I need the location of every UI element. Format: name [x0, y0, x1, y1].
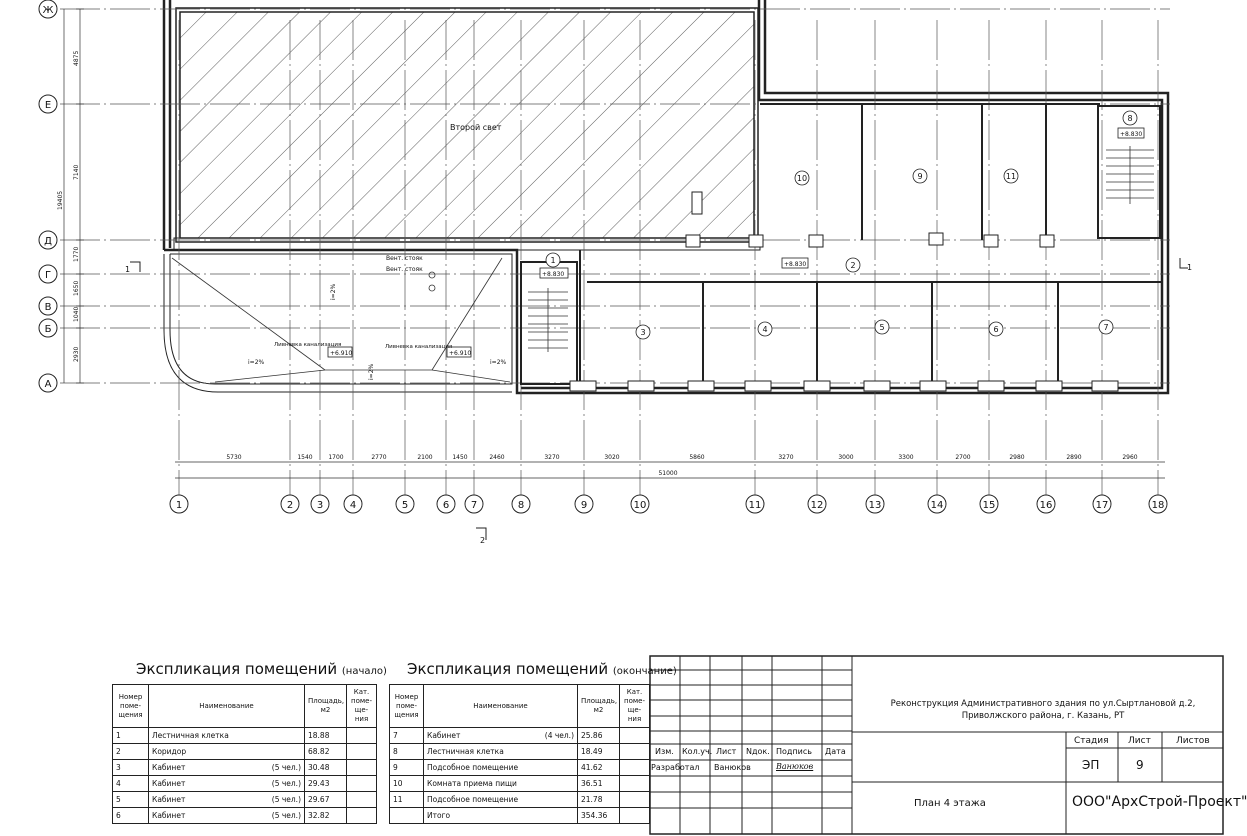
vdim-3: 19405	[57, 190, 64, 210]
table-row	[113, 808, 377, 824]
table-row	[390, 728, 650, 744]
stamp-col-izm: Изм.	[655, 747, 674, 756]
table-header	[113, 685, 377, 728]
table-row	[113, 760, 377, 776]
stamp-col-ndok: Nдок.	[746, 747, 770, 756]
row-num: 6	[113, 808, 149, 824]
hdim-4: 2770	[371, 454, 387, 461]
hdim-10: 5860	[689, 454, 705, 461]
room-num-3: 3	[640, 328, 646, 337]
axis-num-12: 12	[810, 500, 824, 511]
axis-num-16: 16	[1039, 500, 1053, 511]
hdim-total: 51000	[658, 470, 678, 477]
row-area: 21.78	[578, 792, 620, 808]
col-header: Номер поме-щения	[113, 685, 149, 728]
room-num-5: 5	[879, 323, 885, 332]
col-header: Площадь, м2	[305, 685, 347, 728]
room-num-4: 4	[762, 325, 768, 334]
row-name: Комната приема пищи	[424, 776, 578, 792]
row-name: Кабинет (4 чел.)	[424, 728, 578, 744]
expl-left-subtitle: (начало)	[341, 666, 387, 677]
axis-letter-g: Г	[44, 270, 52, 281]
hdim-13: 3300	[898, 454, 914, 461]
axis-num-11: 11	[748, 500, 762, 511]
row-area: 41.62	[578, 760, 620, 776]
hdim-7: 2460	[489, 454, 505, 461]
axis-num-8: 8	[517, 500, 525, 511]
row-area: 18.49	[578, 744, 620, 760]
stamp-project-line1: Реконструкция Административного здания по ул.Сыртлановой д.2,	[890, 699, 1196, 709]
vent-label-2: Вент. стояк	[386, 266, 423, 273]
row-num	[390, 808, 424, 824]
stair-1	[528, 288, 568, 352]
row-num: 8	[390, 744, 424, 760]
row-area: 25.86	[578, 728, 620, 744]
hdim-8: 3270	[544, 454, 560, 461]
row-num: 7	[390, 728, 424, 744]
row-name: Подсобное помещение	[424, 792, 578, 808]
table-row	[113, 792, 377, 808]
slope-4: i=2%	[368, 363, 375, 380]
hdim-1: 5730	[226, 454, 242, 461]
row-num: 11	[390, 792, 424, 808]
section-marker-2: 2	[480, 536, 486, 545]
stair-8	[1106, 146, 1154, 204]
section-marker-1-left: 1	[125, 265, 131, 274]
hdim-17: 2960	[1122, 454, 1138, 461]
row-name: Кабинет (5 чел.)	[149, 776, 305, 792]
stamp-razrab-name: Ванюков	[714, 763, 751, 772]
row-num: 10	[390, 776, 424, 792]
axis-num-4: 4	[349, 500, 357, 511]
col-header: Кат. поме-ще-ния	[620, 685, 650, 728]
level-roof-1: +6.910	[330, 350, 353, 357]
expl-right-title: Экспликация помещений	[407, 660, 609, 678]
second-light-label: Второй свет	[450, 123, 502, 132]
slope-3: i=2%	[330, 283, 337, 300]
stamp-signature: Ванюков	[776, 762, 814, 771]
hdim-5: 2100	[417, 454, 433, 461]
row-name: Подсобное помещение	[424, 760, 578, 776]
axis-letter-e: Е	[44, 100, 52, 111]
vdim-2: 7140	[73, 164, 80, 180]
stamp-project-line2: Приволжского района, г. Казань, РТ	[961, 711, 1125, 721]
axis-num-17: 17	[1095, 500, 1109, 511]
drain-label-2: Ливневка канализация	[385, 344, 453, 350]
vdim-4: 1770	[73, 246, 80, 262]
table-row	[113, 744, 377, 760]
axis-num-18: 18	[1151, 500, 1165, 511]
table-header	[390, 685, 650, 728]
axis-num-7: 7	[470, 500, 478, 511]
table-row	[390, 760, 650, 776]
axis-num-9: 9	[580, 500, 588, 511]
stamp-col-list: Лист	[716, 747, 737, 756]
vdim-1: 4875	[73, 50, 80, 66]
stamp-razrab-label: Разработал	[651, 763, 700, 772]
col-header: Кат. поме-ще-ния	[347, 685, 377, 728]
row-name: Кабинет (5 чел.)	[149, 808, 305, 824]
row-name: Итого	[424, 808, 578, 824]
row-area: 29.43	[305, 776, 347, 792]
stamp-company: ООО"АрхСтрой-Проект"	[1072, 794, 1247, 810]
drain-label-1: Ливневка канализация	[274, 342, 342, 348]
expl-left-title-block	[136, 660, 387, 678]
expl-right-subtitle: (окончание)	[612, 666, 677, 677]
room-num-2: 2	[850, 261, 856, 270]
row-area: 68.82	[305, 744, 347, 760]
vent-label-1: Вент. стояк	[386, 255, 423, 262]
hdim-16: 2890	[1066, 454, 1082, 461]
expl-left-table	[112, 684, 377, 824]
vdim-5: 1650	[73, 280, 80, 296]
stamp-project	[868, 698, 1218, 722]
row-num: 3	[113, 760, 149, 776]
hdim-6: 1450	[452, 454, 468, 461]
axis-num-15: 15	[982, 500, 996, 511]
table-row	[390, 776, 650, 792]
col-header: Площадь, м2	[578, 685, 620, 728]
axis-num-6: 6	[442, 500, 450, 511]
roof-drainage	[172, 258, 510, 382]
axis-letter-v: В	[44, 302, 52, 313]
slope-2: i=2%	[490, 359, 507, 366]
stamp-stadia-label: Стадия	[1074, 736, 1109, 746]
expl-left-title: Экспликация помещений	[136, 660, 338, 678]
table-row	[113, 728, 377, 744]
row-name: Кабинет (5 чел.)	[149, 760, 305, 776]
room-num-6: 6	[993, 325, 999, 334]
row-num: 2	[113, 744, 149, 760]
row-num: 9	[390, 760, 424, 776]
row-area: 18.88	[305, 728, 347, 744]
level-roof-2: +6.910	[449, 350, 472, 357]
level-stair-8: +8.830	[1120, 131, 1143, 138]
expl-right-title-block	[407, 660, 677, 678]
axis-letter-d: Д	[44, 236, 52, 247]
stamp-col-podp: Подпись	[776, 747, 812, 756]
stamp-list-label: Лист	[1128, 736, 1151, 746]
room-num-8: 8	[1127, 114, 1133, 123]
room-num-9: 9	[917, 172, 923, 181]
table-row	[390, 792, 650, 808]
row-name: Коридор	[149, 744, 305, 760]
hdim-11: 3270	[778, 454, 794, 461]
row-num: 4	[113, 776, 149, 792]
stamp-sheet-title: План 4 этажа	[914, 798, 986, 809]
col-header: Наименование	[424, 685, 578, 728]
level-corridor: +8.830	[784, 261, 807, 268]
row-name: Лестничная клетка	[424, 744, 578, 760]
row-area: 32.82	[305, 808, 347, 824]
room-num-11: 11	[1005, 172, 1017, 181]
row-num: 5	[113, 792, 149, 808]
axis-letter-b: Б	[44, 324, 52, 335]
row-name: Лестничная клетка	[149, 728, 305, 744]
stamp-col-data: Дата	[825, 747, 846, 756]
slope-1: i=2%	[248, 359, 265, 366]
expl-right-table	[389, 684, 650, 824]
hdim-2: 1540	[297, 454, 313, 461]
axis-letter-zh: Ж	[42, 5, 54, 16]
section-marker-1-right: 1	[1187, 263, 1193, 272]
row-area: 30.48	[305, 760, 347, 776]
col-header: Номер поме-щения	[390, 685, 424, 728]
room-num-1: 1	[550, 256, 556, 265]
axis-num-13: 13	[868, 500, 882, 511]
axis-num-14: 14	[930, 500, 944, 511]
stamp-stadia-value: ЭП	[1082, 758, 1100, 772]
stamp-col-kol: Кол.уч.	[682, 747, 713, 756]
row-area: 36.51	[578, 776, 620, 792]
axis-num-2: 2	[286, 500, 294, 511]
hdim-3: 1700	[328, 454, 344, 461]
level-stair-1: +8.830	[542, 271, 565, 278]
row-area: 29.67	[305, 792, 347, 808]
stamp-listov-label: Листов	[1176, 736, 1210, 746]
table-row	[113, 776, 377, 792]
row-name: Кабинет (5 чел.)	[149, 792, 305, 808]
hdim-15: 2980	[1009, 454, 1025, 461]
axis-num-3: 3	[316, 500, 324, 511]
vdim-7: 2930	[73, 346, 80, 362]
room-num-7: 7	[1103, 323, 1109, 332]
hdim-14: 2700	[955, 454, 971, 461]
hdim-12: 3000	[838, 454, 854, 461]
row-num: 1	[113, 728, 149, 744]
room-num-10: 10	[796, 174, 808, 183]
axis-num-10: 10	[633, 500, 647, 511]
hdim-9: 3020	[604, 454, 620, 461]
row-area: 354.36	[578, 808, 620, 824]
table-row	[390, 744, 650, 760]
stamp-list-value: 9	[1136, 758, 1144, 772]
vdim-6: 1040	[73, 306, 80, 322]
axis-num-1: 1	[175, 500, 183, 511]
axis-num-5: 5	[401, 500, 409, 511]
axis-letter-a: А	[44, 379, 52, 390]
col-header: Наименование	[149, 685, 305, 728]
table-row	[390, 808, 650, 824]
